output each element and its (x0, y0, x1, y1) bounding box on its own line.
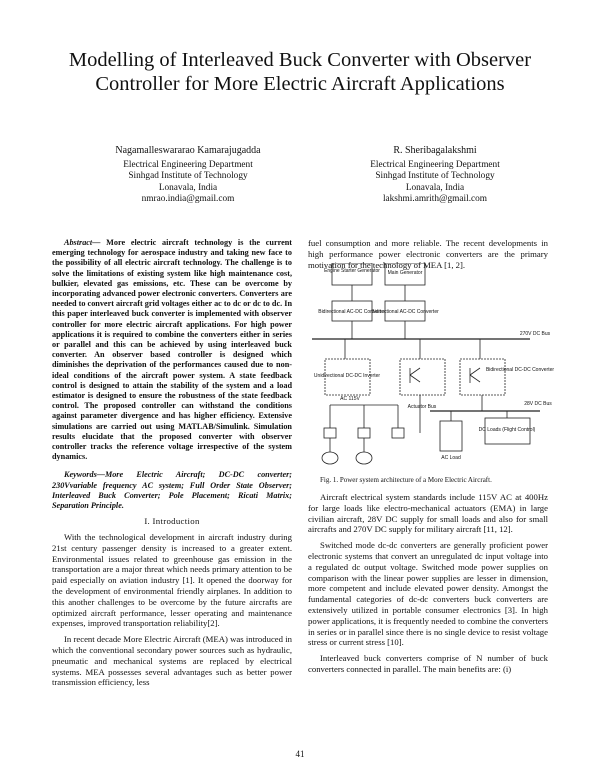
author-dept: Electrical Engineering Department (123, 159, 253, 170)
figure-caption: Fig. 1. Power system architecture of a More Electric Aircraft. (320, 476, 492, 484)
figure-diagram (310, 263, 560, 471)
left-column (52, 238, 292, 693)
keywords (52, 470, 292, 511)
fig-label-uni: Unidirectional DC-DC Inverter (313, 373, 381, 379)
author-location: Lonavala, India (158, 182, 218, 193)
fig-label-acload: AC Load (441, 455, 461, 461)
author-1 (98, 145, 278, 206)
fig-label-bus270: 270V DC Bus (519, 331, 551, 337)
fig-label-ac: AC 115V (340, 396, 360, 402)
paragraph: With the technological development in aircraft industry during 21st century passenger density is increased to a greater extent. Environmental issues related to greenhouse gas emission in the transportation are a major threat which needs primary attention to be paid especially on aviation industry [1]. It opened the doorway for the development of environmental friendly airplanes. In addition to this another challenges to be overcome by the future aircrafts are optimized aircraft performance, lesser operating and maintenance expenses, improved transportation reliability[2]. (52, 532, 292, 629)
abstract (52, 238, 292, 462)
fig-label-bi3: Bidirectional DC-DC Converter (485, 367, 555, 373)
abstract-label: Abstract— (64, 238, 101, 247)
keywords-label: Keywords— (64, 470, 105, 480)
author-location: Lonavala, India (405, 182, 465, 193)
author-2 (345, 145, 525, 206)
author-name: R. Sheribagalakshmi (393, 145, 477, 156)
fig-label-main-gen: Main Generator (387, 270, 423, 276)
paragraph: In recent decade More Electric Aircraft (MEA) was introduced in which the conventional secondary power sources such as hydraulic, pneumatic and mechanical systems are replaced by electrical systems. MEA possesses several advantages such as better power transmission efficiency, less (52, 634, 292, 688)
paragraph: fuel consumption and more reliable. The recent developments in high performance power electronic converters are the primary motivation for the technology of MEA [1, 2]. (308, 238, 548, 270)
fig-label-actuator: Actuator Bus (407, 404, 437, 410)
paragraph: Interleaved buck converters comprise of N number of buck converters connected in parallel. The main benefits are: (i) (308, 653, 548, 674)
fig-label-bus28: 28V DC Bus (524, 401, 552, 407)
paragraph: Switched mode dc-dc converters are generally proficient power electronic systems that convert an unregulated dc input voltage into a regulated dc output voltage. Switched mode power supplies on comparison with the linear power supplies are lesser in dimension, more competent and include elevated power density. Amongst the fundamental categories of dc-dc converters buck converters are extensively utilized in portable consumer electronics [3]. In high power applications, it is frequently needed to combine the converters in series or in parallel since there is no single device to resist voltage stress or current stress [10]. (308, 540, 548, 648)
section-heading: I. Introduction (144, 516, 200, 527)
author-dept: Electrical Engineering Department (370, 159, 500, 170)
paper-title: Modelling of Interleaved Buck Converter with Observer Controller for More Electric Aircraft Applications (68, 49, 532, 95)
author-email: nmrao.india@gmail.com (141, 194, 235, 204)
abstract-text: More electric aircraft technology is the current emerging technology for aerospace industry and taking new face to the possibility of all electric aircraft technology. The challenge is to solve the limitations of existing system like high maintenance cost, bulkier, elevated gas emissions, etc. These can be overcome by incorporating advanced power electronic converters. Converters are needed to convert aircraft grid voltages either ac to dc or dc to dc. In this paper interleaved buck converter is implemented with observer controller for more electric aircraft applications. For high power applications it is required to combine the converters either in series or parallel and this can be achieved by using interleaved buck converter. An observer based controller is designed which diminishes the deprivation of the performances caused due to non-ideal conditions of the aircraft power system. A state feedback control is designed to attain the stability of the system and a load estimator is designed to ensure the robustness of the state feedback control. The proposed controller can withstand the conditions against parameter divergence and has higher efficiency. Extensive simulations are carried out using MATLAB/Simulink. Simulation results elucidate that the proposed converter with observer controller tracks the reference voltage irrespective of the system dynamics. (52, 238, 293, 462)
page-number: 41 (295, 749, 305, 759)
right-column-bottom (308, 492, 548, 680)
fig-label-bi1: Bidirectional AC-DC Converter (318, 309, 386, 315)
fig-label-dcloads: DC Loads (Flight Control) (478, 427, 536, 433)
author-inst: Sinhgad Institute of Technology (375, 171, 495, 181)
fig-label-engine: Engine Starter Generator (324, 268, 380, 274)
author-email: lakshmi.amrith@gmail.com (382, 194, 488, 204)
keywords-text: More Electric Aircraft; DC-DC converter; 230Vvariable frequency AC system; Full Order State Observer; Interleaved Buck Converter; Pole Placement; Ricati Matrix; Separation Principle. (52, 470, 292, 511)
paragraph: Aircraft electrical system standards include 115V AC at 400Hz for large loads like electro-mechanical actuators (EMA) in large civilian aircraft, 28V DC supply for small loads and also for small aircrafts and 270V DC supply for military aircraft [11, 12]. (308, 492, 548, 535)
fig-label-bi2: Bidirectional AC-DC Converter (371, 309, 439, 315)
author-name: Nagamalleswararao Kamarajugadda (115, 145, 261, 156)
author-inst: Sinhgad Institute of Technology (128, 171, 248, 181)
